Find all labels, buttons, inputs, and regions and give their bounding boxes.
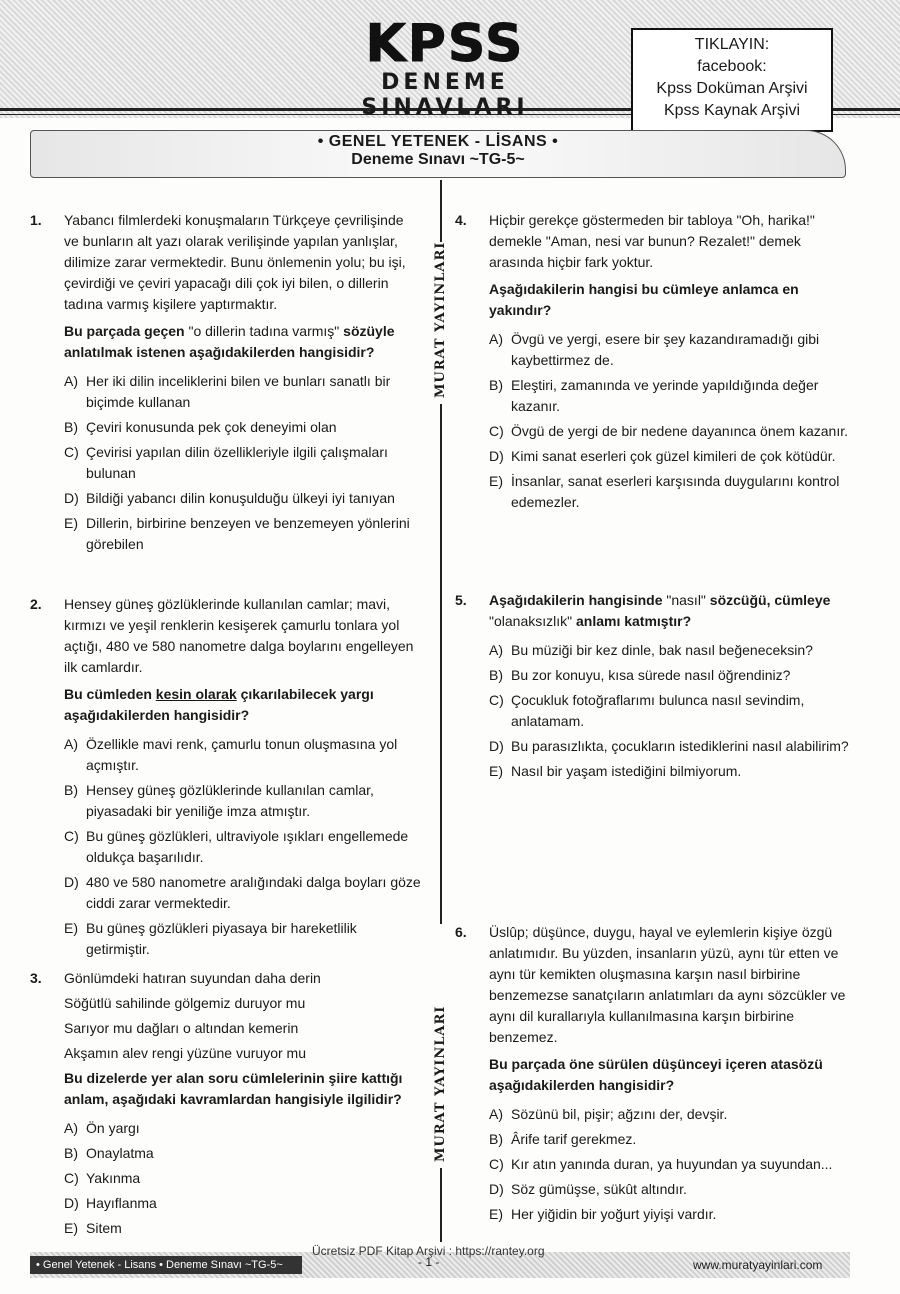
column-divider <box>440 180 442 242</box>
kpss-logo <box>300 16 590 120</box>
answer-option[interactable]: E) Nasıl bir yaşam istediğini bilmiyorum. <box>489 763 742 779</box>
publisher-watermark: MURAT YAYINLARI <box>433 241 448 398</box>
question-prompt: Bu cümleden kesin olarak çıkarılabilecek yargı aşağıdakilerden hangisidir? <box>64 686 374 723</box>
answer-option[interactable]: B) Eleştiri, zamanında ve yerinde yapıldığında değer kazanır. <box>489 377 819 414</box>
answer-option[interactable]: D) 480 ve 580 nanometre aralığındaki dalga boyları göze ciddi zarar vermektedir. <box>64 874 421 911</box>
answer-option[interactable]: C) Yakınma <box>64 1170 141 1186</box>
question-number: 5. <box>455 592 467 608</box>
promo-line: Kpss Doküman Arşivi <box>656 80 808 97</box>
answer-option[interactable]: C) Övgü de yergi de bir nedene dayanınca önem kazanır. <box>489 423 848 439</box>
answer-option[interactable]: C) Kır atın yanında duran, ya huyundan ya suyundan... <box>489 1156 833 1172</box>
answer-option[interactable]: E) Dillerin, birbirine benzeyen ve benzemeyen yönlerini görebilen <box>64 515 410 552</box>
promo-line: TIKLAYIN: <box>694 36 770 53</box>
poem-line: Söğütlü sahilinde gölgemiz duruyor mu <box>64 995 306 1011</box>
question-prompt: Bu dizelerde yer alan soru cümlelerinin şiire kattığı anlam, aşağıdaki kavramlardan hangisiyle ilgilidir? <box>64 1070 403 1107</box>
answer-option[interactable]: D) Hayıflanma <box>64 1195 157 1211</box>
answer-option[interactable]: A) Bu müziği bir kez dinle, bak nasıl beğeneceksin? <box>489 642 813 658</box>
answer-option[interactable]: A) Her iki dilin inceliklerini bilen ve bunları sanatlı bir biçimde kullanan <box>64 373 391 410</box>
promo-line: facebook: <box>697 58 767 75</box>
answer-option[interactable]: B) Bu zor konuyu, kısa sürede nasıl öğrendiniz? <box>489 667 791 683</box>
answer-option[interactable]: A) Sözünü bil, pişir; ağzını der, devşir. <box>489 1106 728 1122</box>
question-prompt: Bu parçada geçen "o dillerin tadına varmış" sözüyle anlatılmak istenen aşağıdakilerden hangisidir? <box>64 323 395 360</box>
footer-watermark[interactable]: Ücretsiz PDF Kitap Arşivi : https://rantey.org <box>312 1244 545 1258</box>
answer-option[interactable]: E) Her yiğidin bir yoğurt yiyişi vardır. <box>489 1206 717 1222</box>
answer-option[interactable]: C) Çocukluk fotoğraflarımı bulunca nasıl sevindim, anlatamam. <box>489 692 805 729</box>
answer-option[interactable]: A) Övgü ve yergi, esere bir şey kazandıramadığı gibi kaybettirmez de. <box>489 331 820 368</box>
question-text: Hiçbir gerekçe göstermeden bir tabloya "Oh, harika!" demekle "Aman, nesi var bunun? Rezalet!" demek arasında hiçbir fark yoktur. <box>489 212 815 270</box>
question-text: Üslûp; düşünce, duygu, hayal ve eylemlerin kişiye özgü anlatımıdır. Bu yüzden, insanların yüzü, aynı tür etten ve aynı tür kemikten oluşmasına karşın nasıl birbirine benzemezse sanatçıların anlatımları da aynı sözcükler ve aynı dil kurallarıyla kullanılmasına karşın birbirine benzemez. <box>489 924 846 1045</box>
question-prompt: Bu parçada öne sürülen düşünceyi içeren atasözü aşağıdakilerden hangisidir? <box>489 1056 823 1093</box>
poem-line: Sarıyor mu dağları o altından kemerin <box>64 1020 299 1036</box>
page-number: - 1 - <box>418 1255 440 1269</box>
column-divider <box>440 1168 442 1242</box>
question-text: Hensey güneş gözlüklerinde kullanılan camlar; mavi, kırmızı ve yeşil renklerin kesişerek çamurlu tonlara yol açtığı, 480 ve 580 nanometre dalga boylarını engelleyen ilk camlardır. <box>64 596 414 675</box>
answer-option[interactable]: A) Ön yargı <box>64 1120 140 1136</box>
answer-option[interactable]: C) Bu güneş gözlükleri, ultraviyole ışıkları engellemede oldukça başarılıdır. <box>64 828 409 865</box>
publisher-url[interactable]: www.muratyayinlari.com <box>693 1258 823 1272</box>
answer-option[interactable]: E) Sitem <box>64 1220 122 1236</box>
answer-option[interactable]: D) Söz gümüşse, sükût altındır. <box>489 1181 687 1197</box>
question-prompt: Aşağıdakilerin hangisinde "nasıl" sözcüğü, cümleye "olanaksızlık" anlamı katmıştır? <box>489 592 831 629</box>
promo-line: Kpss Kaynak Arşivi <box>663 102 801 119</box>
answer-option[interactable]: E) Bu güneş gözlükleri piyasaya bir hareketlilik getirmiştir. <box>64 920 357 957</box>
question-text: Yabancı filmlerdeki konuşmaların Türkçeye çevrilişinde ve bunların alt yazı olarak verilişinde yapılan yanlışlar, dilimize zarar vermektedir. Bunu önlemenin yolu; bu işi, çevirdiği ve çeviri yapacağı dili çok iyi bilen, o dillerin tadına varmış kişilere yaptırmaktır. <box>64 212 406 312</box>
answer-option[interactable]: B) Hensey güneş gözlüklerinde kullanılan camlar, piyasadaki bir yeniliğe imza atmıştır. <box>64 782 374 819</box>
exam-title-box <box>30 130 846 178</box>
promo-link-box[interactable] <box>631 28 833 132</box>
footer-exam-label: • Genel Yetenek - Lisans • Deneme Sınavı ~TG-5~ <box>30 1256 302 1274</box>
answer-option[interactable]: D) Bu parasızlıkta, çocukların istediklerini nasıl alabilirim? <box>489 738 849 754</box>
answer-option[interactable]: B) Onaylatma <box>64 1145 154 1161</box>
answer-option[interactable]: D) Kimi sanat eserleri çok güzel kimileri de çok kötüdür. <box>489 448 836 464</box>
answer-option[interactable]: B) Çeviri konusunda pek çok deneyimi olan <box>64 419 337 435</box>
logo-main: KPSS <box>365 14 525 74</box>
answer-option[interactable]: B) Ârife tarif gerekmez. <box>489 1131 637 1147</box>
question-number: 4. <box>455 212 467 228</box>
answer-option[interactable]: D) Bildiği yabancı dilin konuşulduğu ülkeyi iyi tanıyan <box>64 490 395 506</box>
column-divider <box>440 404 442 924</box>
answer-option[interactable]: A) Özellikle mavi renk, çamurlu tonun oluşmasına yol açmıştır. <box>64 736 398 773</box>
question-number: 3. <box>30 970 42 986</box>
exam-subtitle: Deneme Sınavı ~TG-5~ <box>351 151 525 168</box>
question-number: 2. <box>30 596 42 612</box>
question-number: 6. <box>455 924 467 940</box>
publisher-watermark: MURAT YAYINLARI <box>433 1005 448 1162</box>
exam-title: • GENEL YETENEK - LİSANS • <box>317 133 559 150</box>
poem-line: Akşamın alev rengi yüzüne vuruyor mu <box>64 1045 306 1061</box>
answer-option[interactable]: E) İnsanlar, sanat eserleri karşısında duygularını kontrol edemezler. <box>489 473 840 510</box>
question-number: 1. <box>30 212 42 228</box>
poem-line: Gönlümdeki hatıran suyundan daha derin <box>64 970 321 986</box>
question-prompt: Aşağıdakilerin hangisi bu cümleye anlamca en yakındır? <box>489 281 799 318</box>
answer-option[interactable]: C) Çevirisi yapılan dilin özellikleriyle ilgili çalışmaları bulunan <box>64 444 388 481</box>
logo-subtitle: DENEME SINAVLARI <box>361 70 529 120</box>
